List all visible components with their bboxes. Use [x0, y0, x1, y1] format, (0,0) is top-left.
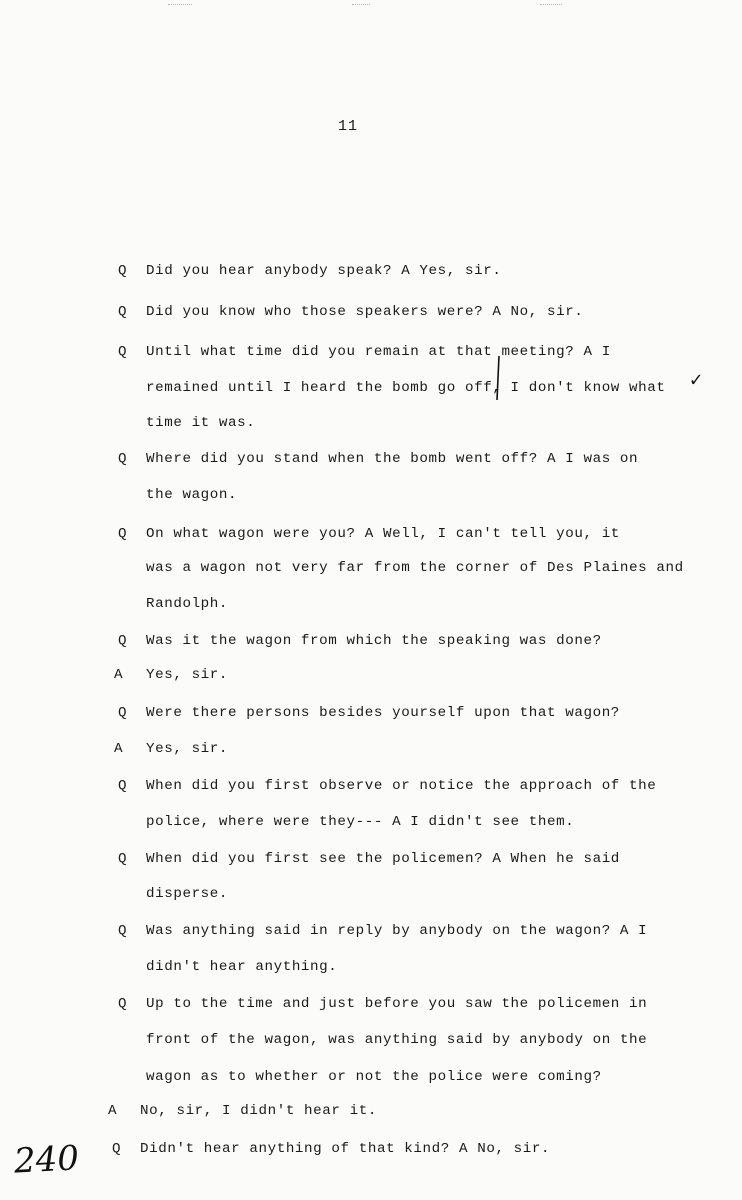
handwritten-margin-number: 240	[12, 1138, 80, 1182]
transcript-line: Did you hear anybody speak? A Yes, sir.	[146, 263, 502, 279]
question-marker: Q	[118, 778, 127, 794]
transcript-line: Up to the time and just before you saw the policemen in	[146, 996, 648, 1012]
transcript-line: Yes, sir.	[146, 667, 229, 683]
transcript-line: Randolph.	[146, 596, 229, 612]
answer-marker: A	[114, 741, 123, 757]
question-marker: Q	[118, 526, 127, 542]
question-marker: Q	[118, 633, 127, 649]
transcript-line: Where did you stand when the bomb went off? A I was on	[146, 451, 639, 467]
question-marker: Q	[118, 344, 127, 360]
pen-stroke-mark	[495, 356, 501, 400]
transcript-line: the wagon.	[146, 487, 238, 503]
transcript-line: was a wagon not very far from the corner of Des Plaines and	[146, 560, 684, 576]
transcript-line: remained until I heard the bomb go off, I don't know what	[146, 380, 666, 396]
transcript-line: Yes, sir.	[146, 741, 229, 757]
transcript-line: didn't hear anything.	[146, 959, 338, 975]
question-marker: Q	[118, 851, 127, 867]
transcript-line: front of the wagon, was anything said by anybody on the	[146, 1032, 648, 1048]
transcript-line: On what wagon were you? A Well, I can't tell you, it	[146, 526, 620, 542]
page-number: 11	[338, 118, 359, 135]
transcript-line: Was anything said in reply by anybody on the wagon? A I	[146, 923, 648, 939]
question-marker: Q	[118, 451, 127, 467]
transcript-line: When did you first see the policemen? A When he said	[146, 851, 620, 867]
transcript-line: Didn't hear anything of that kind? A No, sir.	[140, 1141, 551, 1157]
transcript-line: disperse.	[146, 886, 229, 902]
question-marker: Q	[118, 923, 127, 939]
transcript-line: time it was.	[146, 415, 256, 431]
transcript-line: Did you know who those speakers were? A No, sir.	[146, 304, 584, 320]
transcript-line: When did you first observe or notice the approach of the	[146, 778, 657, 794]
question-marker: Q	[118, 996, 127, 1012]
transcript-line: wagon as to whether or not the police were coming?	[146, 1069, 602, 1085]
answer-marker: A	[108, 1103, 117, 1119]
transcript-line: Was it the wagon from which the speaking was done?	[146, 633, 602, 649]
check-mark-icon: ✓	[690, 370, 703, 393]
transcript-line: Until what time did you remain at that meeting? A I	[146, 344, 611, 360]
question-marker: Q	[118, 304, 127, 320]
question-marker: Q	[112, 1141, 121, 1157]
transcript-line: No, sir, I didn't hear it.	[140, 1103, 377, 1119]
question-marker: Q	[118, 705, 127, 721]
transcript-line: Were there persons besides yourself upon that wagon?	[146, 705, 620, 721]
question-marker: Q	[118, 263, 127, 279]
answer-marker: A	[114, 667, 123, 683]
transcript-line: police, where were they--- A I didn't see them.	[146, 814, 575, 830]
